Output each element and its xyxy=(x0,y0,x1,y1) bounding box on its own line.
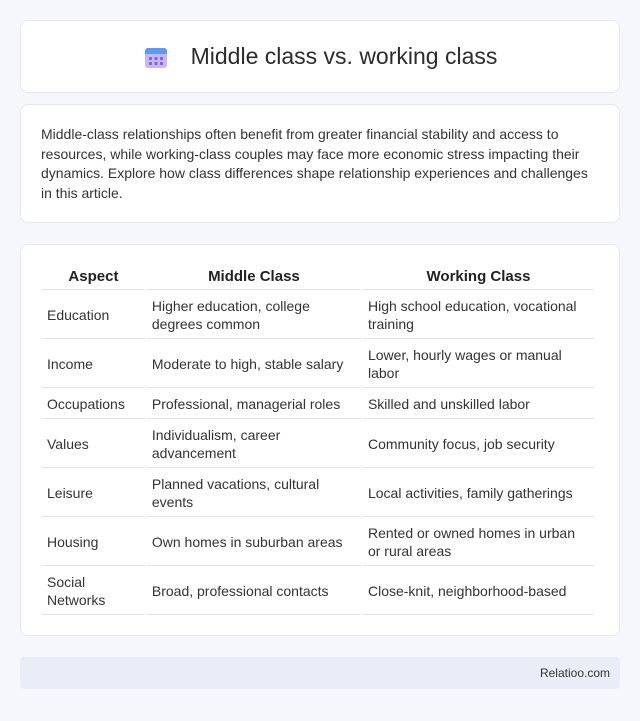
working-class-cell: Local activities, family gatherings xyxy=(363,468,594,517)
working-class-cell: Rented or owned homes in urban or rural areas xyxy=(363,517,594,566)
working-class-cell: Close-knit, neighborhood-based xyxy=(363,566,594,615)
header-card xyxy=(20,20,620,93)
middle-class-cell: Own homes in suburban areas xyxy=(147,517,361,566)
working-class-cell: High school education, vocational training xyxy=(363,290,594,339)
middle-class-cell: Planned vacations, cultural events xyxy=(147,468,361,517)
table-row xyxy=(42,566,594,615)
column-header-aspect: Aspect xyxy=(42,266,145,290)
comparison-table-card xyxy=(20,244,620,636)
table-row xyxy=(42,388,594,419)
middle-class-cell: Broad, professional contacts xyxy=(147,566,361,615)
working-class-cell: Community focus, job security xyxy=(363,419,594,468)
footer xyxy=(20,657,620,689)
middle-class-cell: Professional, managerial roles xyxy=(147,388,361,419)
middle-class-cell: Individualism, career advancement xyxy=(147,419,361,468)
aspect-cell: Housing xyxy=(42,517,145,566)
footer-credit: Relatioo.com xyxy=(539,666,610,680)
table-row xyxy=(42,468,594,517)
aspect-cell: Values xyxy=(42,419,145,468)
aspect-cell: Income xyxy=(42,339,145,388)
calendar-icon xyxy=(143,44,169,70)
table-row xyxy=(42,517,594,566)
table-row xyxy=(42,339,594,388)
intro-text: Middle-class relationships often benefit from greater financial stability and access to resources, while working-class couples may face more economic stress impacting their dynamics. Explore how class differences shape relationship experiences and challenges in this article. xyxy=(41,126,588,202)
aspect-cell: Leisure xyxy=(42,468,145,517)
middle-class-cell: Moderate to high, stable salary xyxy=(147,339,361,388)
column-header-middle-class: Middle Class xyxy=(147,266,361,290)
middle-class-cell: Higher education, college degrees common xyxy=(147,290,361,339)
aspect-cell: Social Networks xyxy=(42,566,145,615)
comparison-table xyxy=(40,266,596,615)
page-title: Middle class vs. working class xyxy=(190,43,498,69)
aspect-cell: Education xyxy=(42,290,145,339)
table-header-row xyxy=(42,266,594,290)
table-row xyxy=(42,290,594,339)
intro-card xyxy=(20,104,620,223)
working-class-cell: Lower, hourly wages or manual labor xyxy=(363,339,594,388)
column-header-working-class: Working Class xyxy=(363,266,594,290)
table-row xyxy=(42,419,594,468)
aspect-cell: Occupations xyxy=(42,388,145,419)
working-class-cell: Skilled and unskilled labor xyxy=(363,388,594,419)
